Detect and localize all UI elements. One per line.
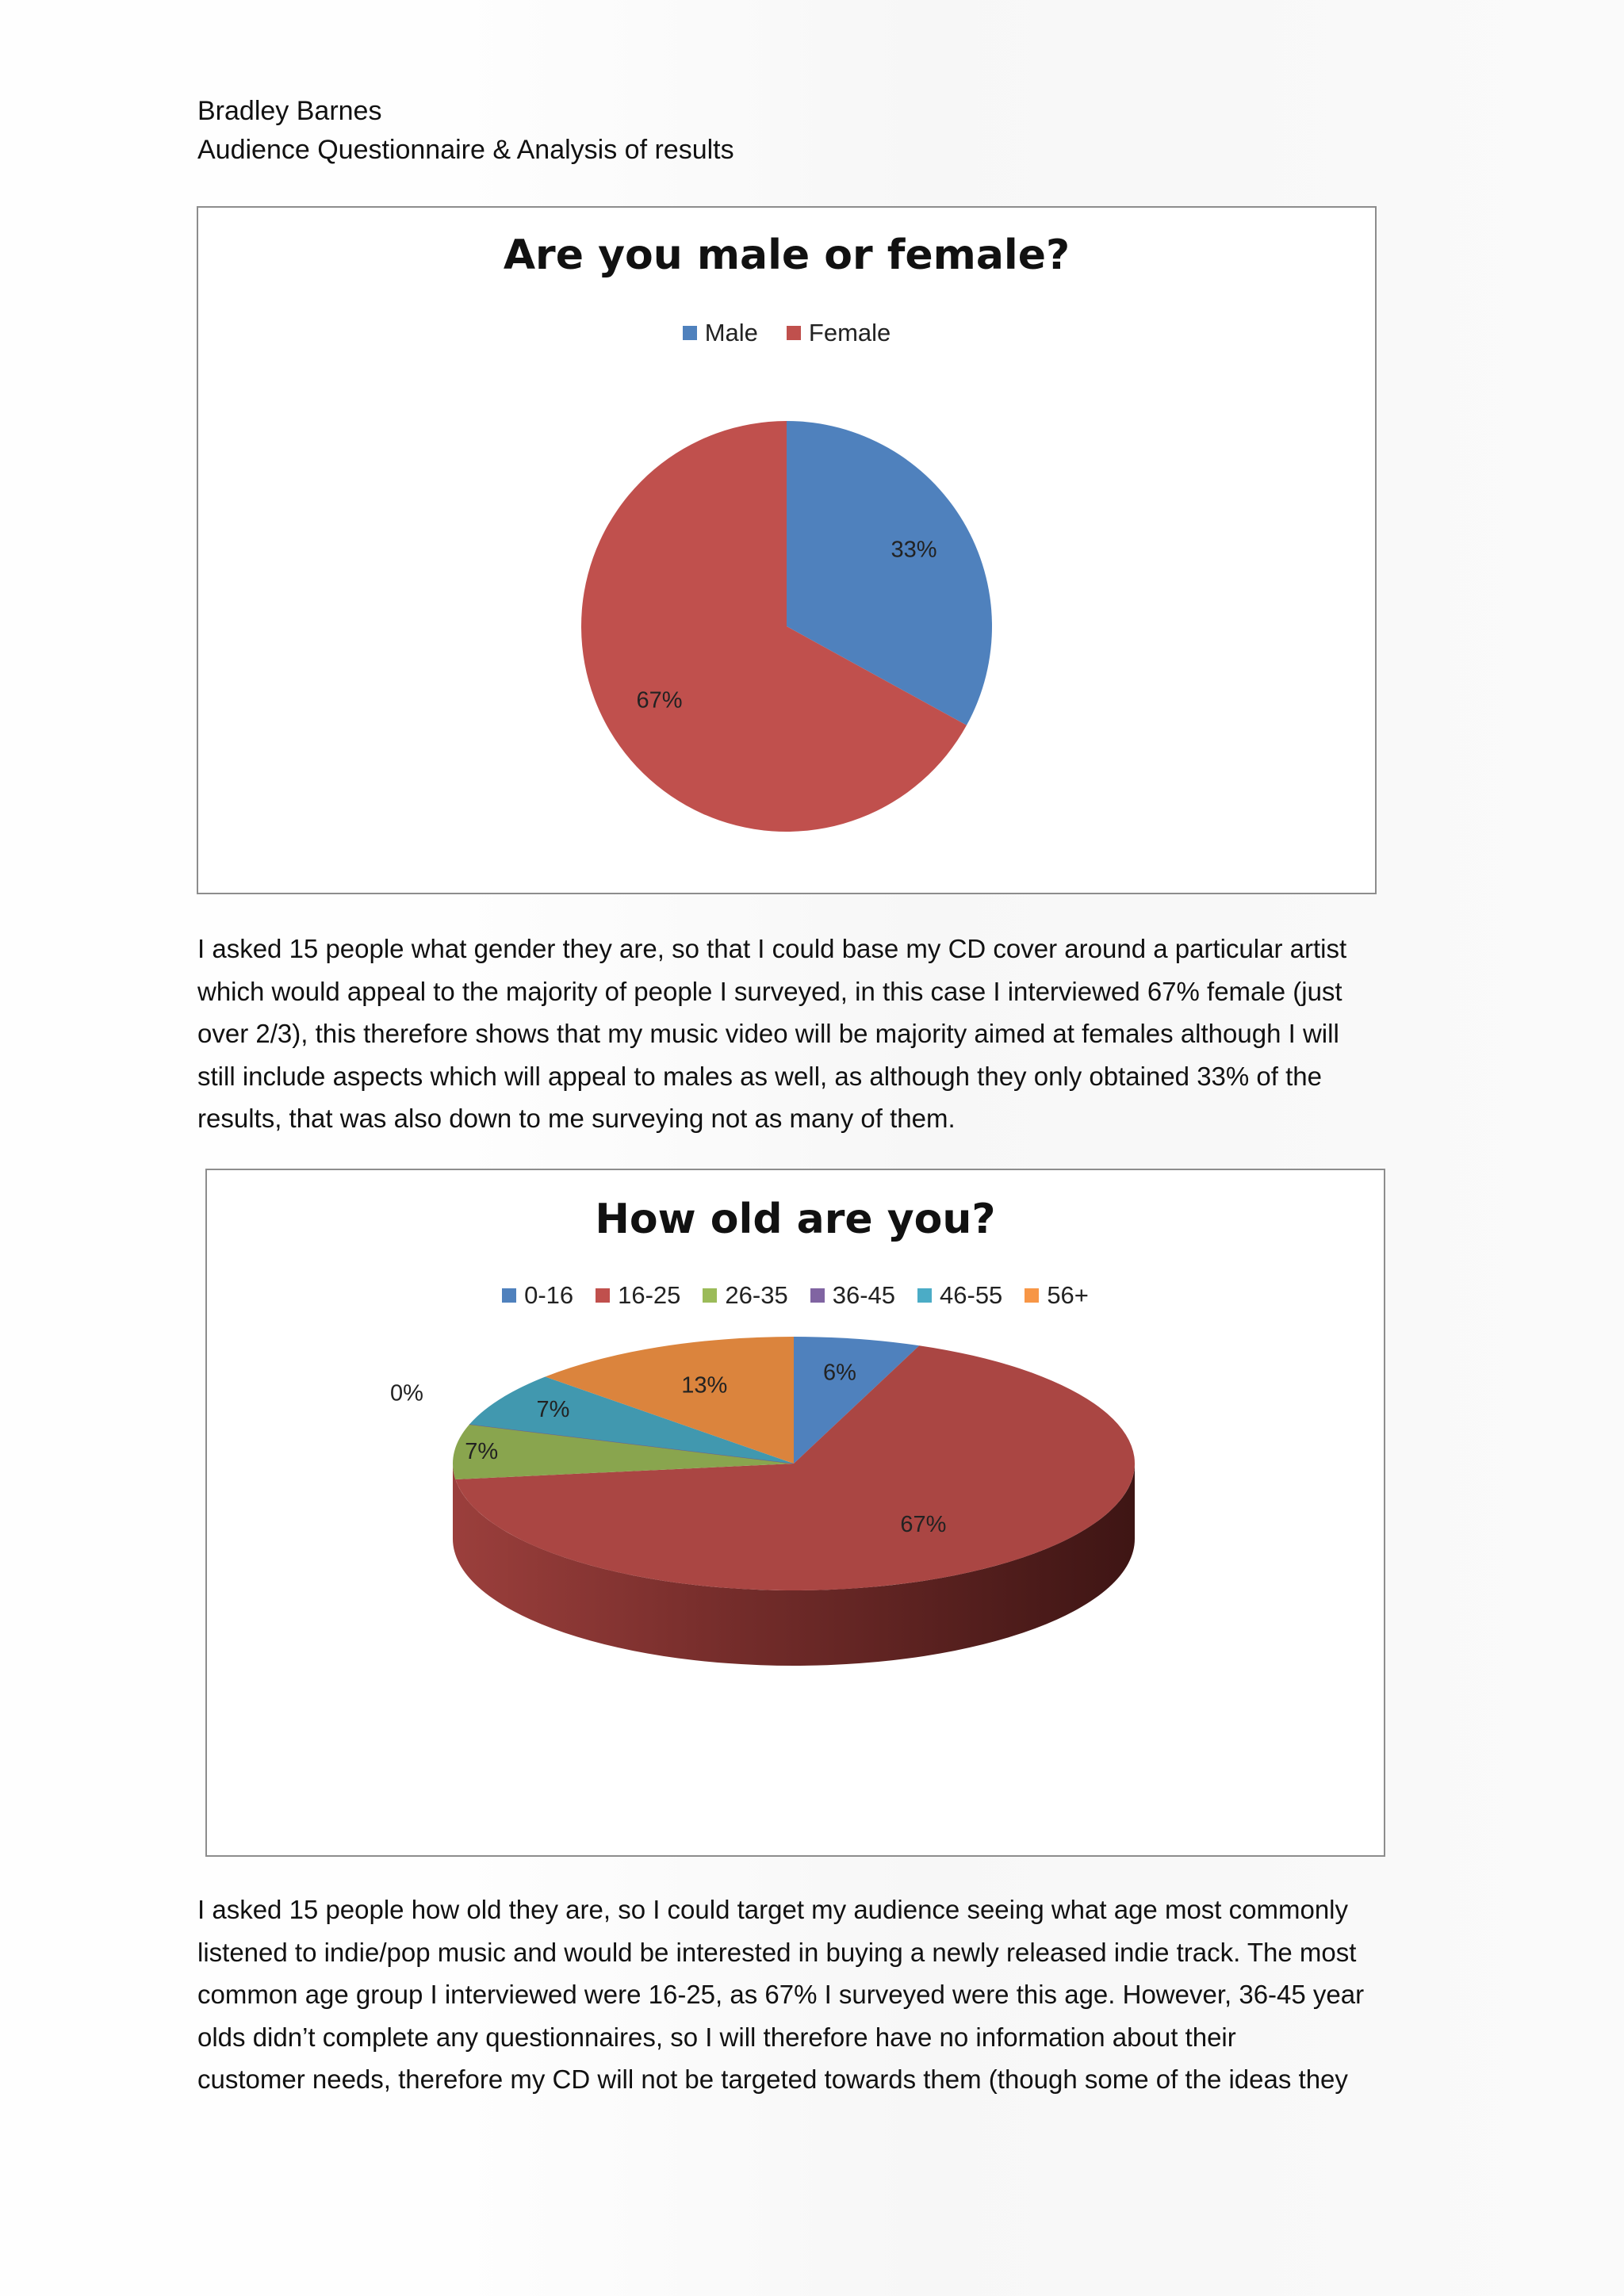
legend-label: 26-35	[725, 1281, 788, 1309]
age-pie-plot	[207, 1170, 1384, 1855]
text-line: over 2/3), this therefore shows that my music video will be majority aimed at females although I will	[197, 1019, 1339, 1049]
text-line: customer needs, therefore my CD will not be targeted towards them (though some of the ideas they	[197, 2064, 1348, 2095]
legend-label: 16-25	[618, 1281, 681, 1309]
text-line: still include aspects which will appeal to males as well, as although they only obtained 33% of the	[197, 1061, 1322, 1091]
text-line: I asked 15 people how old they are, so I could target my audience seeing what age most commonly	[197, 1895, 1349, 1924]
document-title: Audience Questionnaire & Analysis of results	[197, 135, 734, 165]
legend-label-female: Female	[808, 319, 891, 346]
chart-title: How old are you?	[595, 1196, 996, 1243]
data-label: 67%	[636, 687, 683, 714]
gender-chart	[197, 206, 1377, 894]
data-label: 7%	[536, 1396, 570, 1422]
legend-label: 0-16	[524, 1281, 574, 1309]
data-label: 13%	[681, 1372, 728, 1399]
author-name: Bradley Barnes	[197, 96, 382, 126]
data-label: 6%	[823, 1360, 856, 1386]
text-line: results, that was also down to me surveying not as many of them.	[197, 1104, 956, 1134]
text-line: I asked 15 people what gender they are, so that I could base my CD cover around a particular artist	[197, 934, 1347, 963]
data-label: 33%	[891, 537, 937, 563]
text-line: listened to indie/pop music and would be interested in buying a newly released indie track. The most	[197, 1937, 1357, 1967]
legend-label: 46-55	[940, 1281, 1003, 1309]
chart-title: Are you male or female?	[503, 232, 1071, 279]
text-line: olds didn’t complete any questionnaires, so I will therefore have no information about their	[197, 2022, 1236, 2052]
age-analysis	[197, 1888, 1434, 2101]
age-chart	[205, 1169, 1385, 1857]
legend-label-male: Male	[704, 319, 758, 346]
gender-pie-plot	[198, 208, 1375, 893]
data-label: 67%	[900, 1512, 947, 1538]
data-label: 7%	[465, 1438, 499, 1464]
text-line: which would appeal to the majority of people I surveyed, in this case I interviewed 67% female (just	[197, 976, 1342, 1006]
legend-label: 56+	[1047, 1281, 1089, 1309]
data-label: 0%	[390, 1380, 423, 1406]
gender-analysis	[197, 928, 1434, 1140]
legend-label: 36-45	[832, 1281, 896, 1309]
text-line: common age group I interviewed were 16-25, as 67% I surveyed were this age. However, 36-45 year	[197, 1980, 1365, 2010]
